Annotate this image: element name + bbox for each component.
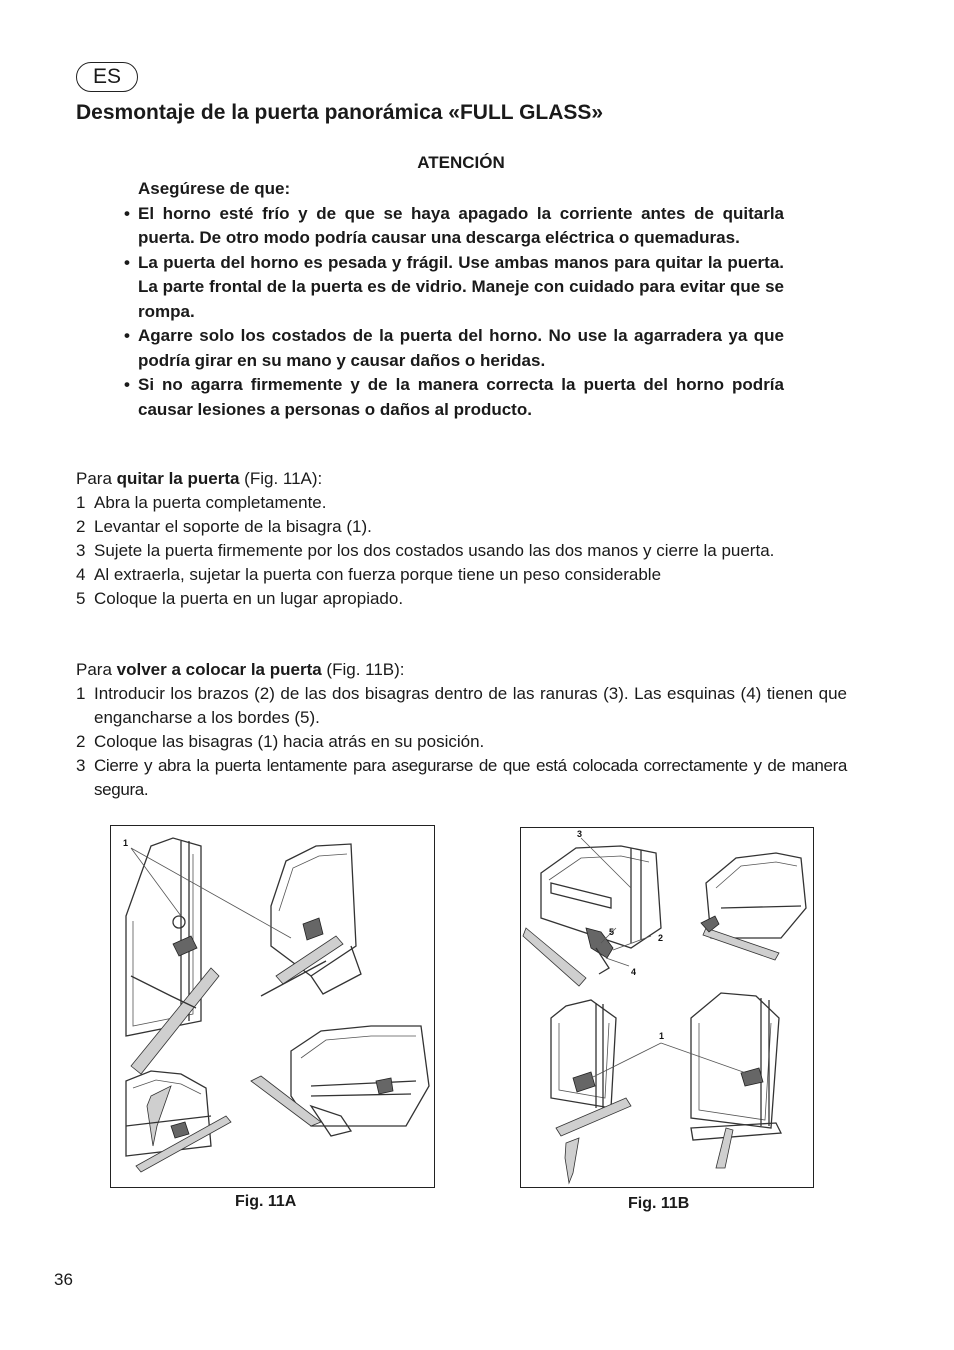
step-item	[76, 491, 847, 515]
step-item	[76, 754, 847, 802]
step-item	[76, 563, 847, 587]
warning-item-text: Agarre solo los costados de la puerta del horno. No use la agarradera ya que podría girar en su mano y causar daños o heridas.	[138, 326, 784, 370]
remove-intro	[76, 467, 847, 491]
callout-label: 1	[123, 838, 129, 848]
callout-label: 1	[659, 1031, 665, 1041]
fig11b-panel-top-left	[523, 846, 664, 986]
bullet-icon: •	[124, 203, 130, 223]
step-item	[76, 515, 847, 539]
step-text: Levantar el soporte de la bisagra (1).	[94, 517, 372, 536]
intro-suffix: (Fig. 11A):	[239, 469, 323, 488]
step-text: Sujete la puerta firmemente por los dos costados usando las dos manos y cierre la puerta.	[94, 541, 775, 560]
intro-bold: volver a colocar la puerta	[116, 660, 322, 679]
warning-item-text: Si no agarra firmemente y de la manera correcta la puerta del horno podría causar lesiones a personas o daños al producto.	[138, 375, 784, 419]
warning-item-text: El horno esté frío y de que se haya apagado la corriente antes de quitarla puerta. De otro modo podría causar una descarga eléctrica o quemaduras.	[138, 203, 784, 247]
step-text: Introducir los brazos (2) de las dos bisagras dentro de las ranuras (3). Las esquinas (4) tienen que engancharse a los bordes (5).	[94, 684, 847, 727]
callout-label: 2	[658, 933, 664, 943]
warning-heading: ATENCIÓN	[417, 153, 505, 172]
step-text: Cierre y abra la puerta lentamente para asegurarse de que está colocada correctamente y de manera segura.	[94, 756, 847, 799]
bullet-icon: •	[124, 326, 130, 345]
step-number: 3	[76, 541, 86, 560]
warning-item-text: La puerta del horno es pesada y frágil. Use ambas manos para quitar la puerta. La parte frontal de la puerta es de vidrio. Maneje con cuidado para evitar que se rompa.	[138, 252, 784, 321]
warning-item	[120, 324, 784, 373]
step-number: 2	[76, 732, 86, 751]
step-item	[76, 587, 847, 611]
fig11a-panel-bottom-right	[251, 1026, 429, 1136]
page-title: Desmontaje de la puerta panorámica «FULL GLASS»	[76, 101, 604, 124]
fig11a-panel-top-left	[126, 838, 219, 1146]
step-item	[76, 682, 847, 730]
intro-bold: quitar la puerta	[116, 469, 240, 488]
callout-label: 4	[631, 967, 637, 977]
figure-11b-caption: Fig. 11B	[628, 1195, 690, 1212]
fig11b-panel-bottom-left	[551, 1000, 631, 1183]
step-number: 4	[76, 565, 86, 584]
callout-label: 5	[609, 927, 615, 937]
step-item	[76, 539, 847, 563]
warning-block	[120, 177, 784, 422]
callout-label: 3	[577, 829, 583, 839]
figure-11a	[110, 825, 435, 1188]
step-item	[76, 730, 847, 754]
warning-item	[120, 373, 784, 422]
step-text: Abra la puerta completamente.	[94, 493, 327, 512]
fig11a-panel-top-right	[261, 844, 361, 996]
figure-11a-drawing	[111, 826, 434, 1187]
intro-suffix: (Fig. 11B):	[321, 660, 405, 679]
warning-item	[120, 251, 784, 325]
refit-intro	[76, 658, 847, 682]
step-number: 2	[76, 517, 86, 536]
step-text: Al extraerla, sujetar la puerta con fuerza porque tiene un peso considerable	[94, 565, 662, 584]
step-number: 1	[76, 493, 86, 512]
step-text: Coloque las bisagras (1) hacia atrás en su posición.	[94, 732, 485, 751]
refit-door-section	[76, 658, 847, 802]
bullet-icon: •	[124, 375, 130, 394]
fig11a-panel-bottom-left	[126, 1071, 231, 1172]
warning-item	[120, 202, 784, 251]
step-number: 1	[76, 684, 86, 703]
page-number: 36	[54, 1270, 73, 1289]
step-text: Coloque la puerta en un lugar apropiado.	[94, 589, 404, 608]
fig11b-panel-top-right	[701, 853, 806, 960]
remove-door-section	[76, 467, 847, 611]
step-number: 5	[76, 589, 86, 608]
step-number: 3	[76, 756, 86, 775]
figure-11b	[520, 827, 814, 1188]
warning-intro: Asegúrese de que:	[138, 179, 291, 198]
figure-11b-drawing	[521, 828, 813, 1187]
intro-prefix: Para	[76, 469, 117, 488]
language-badge: ES	[76, 62, 138, 92]
fig11b-panel-bottom-right	[691, 993, 781, 1168]
bullet-icon: •	[124, 252, 130, 272]
figure-11a-caption: Fig. 11A	[235, 1193, 297, 1210]
intro-prefix: Para	[76, 660, 117, 679]
